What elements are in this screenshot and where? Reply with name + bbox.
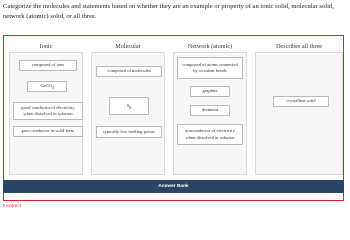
tile-label-line2: by covalent bonds (193, 68, 227, 73)
column-header-ionic: Ionic (39, 43, 53, 50)
tile-s8[interactable] (109, 97, 149, 115)
tile-label-line1: good conductor of electricity (21, 104, 75, 110)
tile-label-line1: nonconductor of electricity (185, 128, 235, 134)
tile-good-conductor-dissolved[interactable] (13, 102, 83, 120)
tile-label: typically low melting points (103, 128, 155, 134)
tile-nonconductor-dissolved[interactable] (177, 124, 243, 145)
tile-label-line2: when dissolved in solution (23, 111, 73, 116)
tile-label: $S_8$ (126, 102, 132, 110)
column-header-molecular: Molecular (115, 43, 141, 50)
tile-label: composed of molecules (107, 68, 151, 74)
tile-label-line2: when dissolved in solution (185, 134, 235, 140)
answer-bank-label: Answer Bank (158, 184, 189, 189)
status-incorrect: Incorrect (3, 203, 21, 208)
tile-label-line1: composed of atoms connected (182, 61, 238, 67)
column-header-all-three: Describes all three (275, 43, 323, 50)
answer-bank[interactable] (3, 180, 344, 193)
tile-diamond[interactable] (190, 105, 230, 116)
tile-label: diamond (201, 107, 219, 113)
tile-label: crystalline solid (286, 98, 316, 104)
tile-composed-of-molecules[interactable] (96, 66, 162, 77)
question-prompt: Categorize the molecules and statements based on whether they are an example or property of an ionic solid, molecular solid, network (atomic) solid, or all three. (3, 3, 334, 20)
tile-covalent-atoms[interactable] (177, 57, 243, 79)
column-header-network: Network (atomic) (187, 43, 233, 50)
tile-crystalline-solid[interactable] (273, 96, 329, 107)
tile-label: poor conductor in solid form (21, 128, 75, 134)
tile-graphite[interactable] (190, 86, 230, 97)
tile-label: graphite (202, 88, 218, 94)
tile-low-melting-points[interactable] (96, 126, 162, 138)
tile-caco3[interactable] (27, 81, 67, 92)
tile-poor-conductor-solid[interactable] (13, 126, 83, 137)
tile-label: composed of ions (31, 62, 65, 68)
tile-label: CaCO$_3$ (40, 83, 54, 91)
tile-composed-of-ions[interactable] (19, 60, 77, 71)
drop-zone-all-three[interactable] (255, 52, 343, 175)
